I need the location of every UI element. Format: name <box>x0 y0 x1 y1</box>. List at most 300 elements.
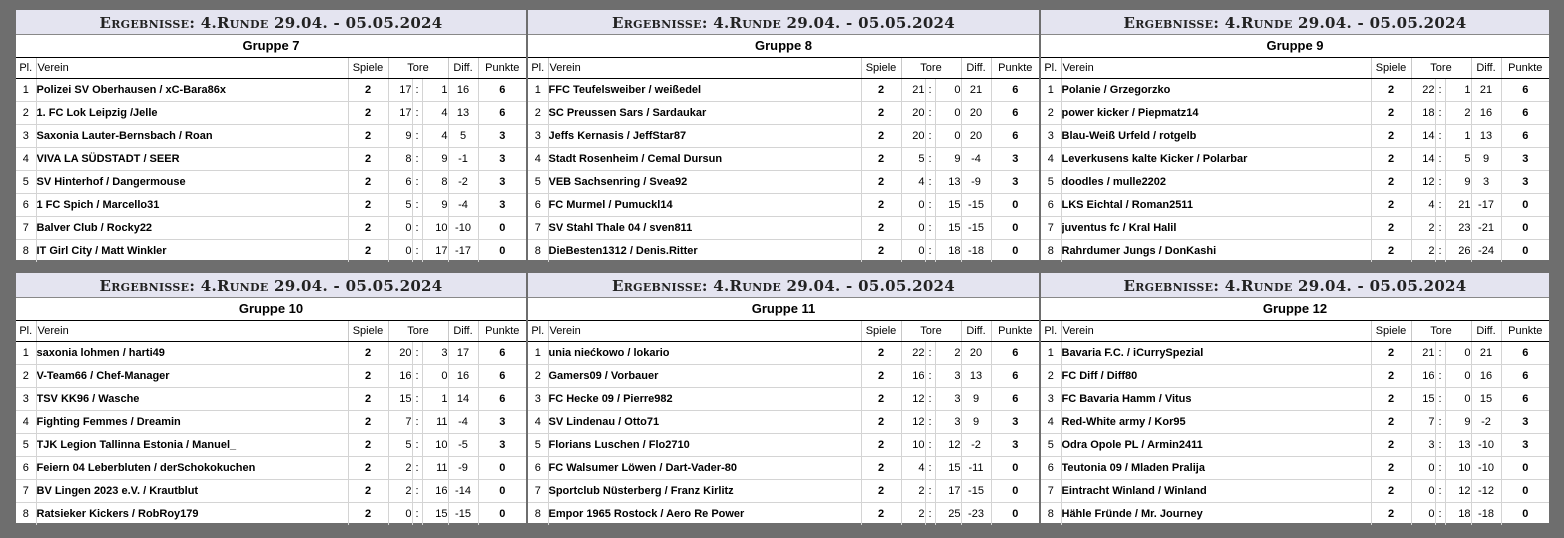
goals-against-cell: 0 <box>1445 342 1471 365</box>
standings-table <box>528 58 1039 262</box>
position-cell: 2 <box>1041 102 1061 125</box>
goal-separator: : <box>925 411 935 434</box>
goal-separator: : <box>1435 148 1445 171</box>
header-row <box>1041 321 1549 342</box>
goal-diff-cell: -15 <box>961 194 991 217</box>
goal-diff-cell: -17 <box>1471 194 1501 217</box>
position-cell: 8 <box>16 503 36 526</box>
goal-diff-cell: -15 <box>448 503 478 526</box>
goal-diff-cell: 3 <box>1471 171 1501 194</box>
points-header: Punkte <box>991 58 1039 79</box>
goals-against-cell: 8 <box>422 171 448 194</box>
goal-separator: : <box>925 102 935 125</box>
position-cell: 5 <box>16 434 36 457</box>
goals-for-cell: 3 <box>1411 434 1435 457</box>
goals-for-cell: 20 <box>901 102 925 125</box>
goals-for-cell: 12 <box>901 388 925 411</box>
round-banner: Ergebnisse: 4.Runde 29.04. - 05.05.2024 <box>16 10 526 35</box>
goal-separator: : <box>412 365 422 388</box>
position-cell: 3 <box>528 388 548 411</box>
goal-separator: : <box>925 434 935 457</box>
standings-table <box>1041 321 1549 525</box>
points-cell: 0 <box>991 217 1039 240</box>
club-cell: Feiern 04 Leberbluten / derSchokokuchen <box>36 457 348 480</box>
goal-diff-cell: -23 <box>961 503 991 526</box>
club-cell: FC Bavaria Hamm / Vitus <box>1061 388 1371 411</box>
club-cell: juventus fc / Kral Halil <box>1061 217 1371 240</box>
position-cell: 6 <box>528 457 548 480</box>
goal-separator: : <box>412 217 422 240</box>
points-cell: 0 <box>499 508 506 520</box>
goal-diff-cell: 21 <box>1471 342 1501 365</box>
goal-separator: : <box>925 79 935 102</box>
goals-for-cell: 15 <box>388 388 412 411</box>
position-cell: 7 <box>16 480 36 503</box>
club-cell: Eintracht Winland / Winland <box>1061 480 1371 503</box>
goals-against-cell: 4 <box>422 102 448 125</box>
games-cell: 2 <box>1371 148 1411 171</box>
goals-for-cell: 0 <box>1411 503 1435 526</box>
group-panel <box>1041 273 1549 523</box>
table-row <box>528 148 1039 171</box>
goals-for-cell: 16 <box>388 365 412 388</box>
position-cell: 7 <box>528 480 548 503</box>
table-row <box>16 125 526 148</box>
club-header: Verein <box>1061 58 1371 79</box>
points-cell: 3 <box>478 194 526 217</box>
diff-header: Diff. <box>1471 58 1501 79</box>
points-cell: 3 <box>1501 434 1549 457</box>
club-cell: Odra Opole PL / Armin2411 <box>1061 434 1371 457</box>
header-row <box>528 58 1039 79</box>
table-row <box>16 79 526 102</box>
points-cell: 3 <box>991 434 1039 457</box>
games-cell: 2 <box>861 457 901 480</box>
goal-diff-cell: -9 <box>448 457 478 480</box>
goals-against-cell: 9 <box>422 194 448 217</box>
goal-separator: : <box>925 171 935 194</box>
club-cell: power kicker / Piepmatz14 <box>1061 102 1371 125</box>
position-cell: 8 <box>1041 503 1061 526</box>
position-cell: 2 <box>528 102 548 125</box>
table-row <box>528 217 1039 240</box>
table-row <box>528 434 1039 457</box>
goals-for-cell: 22 <box>901 342 925 365</box>
table-row <box>16 240 526 263</box>
table-row <box>1041 79 1549 102</box>
table-row <box>1041 194 1549 217</box>
club-cell: Gamers09 / Vorbauer <box>548 365 861 388</box>
games-cell: 2 <box>348 411 388 434</box>
position-cell: 4 <box>1041 148 1061 171</box>
goal-separator: : <box>412 503 422 526</box>
goals-against-cell: 9 <box>422 148 448 171</box>
points-cell: 6 <box>1501 342 1549 365</box>
club-cell: SV Lindenau / Otto71 <box>548 411 861 434</box>
games-cell: 2 <box>348 342 388 365</box>
club-cell: SV Stahl Thale 04 / sven811 <box>548 217 861 240</box>
goals-against-cell: 15 <box>935 217 961 240</box>
games-cell: 2 <box>1371 411 1411 434</box>
goals-for-cell: 17 <box>388 79 412 102</box>
table-row <box>16 148 526 171</box>
club-cell: Fighting Femmes / Dreamin <box>36 411 348 434</box>
club-cell: Hähle Fründe / Mr. Journey <box>1061 503 1371 526</box>
goals-for-cell: 20 <box>388 342 412 365</box>
points-cell: 0 <box>1501 480 1549 503</box>
table-row <box>528 125 1039 148</box>
goals-for-cell: 5 <box>901 148 925 171</box>
position-cell: 6 <box>16 457 36 480</box>
position-cell: 8 <box>528 503 548 526</box>
position-cell: 6 <box>16 194 36 217</box>
points-header: Punkte <box>1501 58 1549 79</box>
points-cell: 3 <box>1501 171 1549 194</box>
goals-for-cell: 14 <box>1411 148 1435 171</box>
goals-for-cell: 10 <box>901 434 925 457</box>
club-cell: unia niećkowo / lokario <box>548 342 861 365</box>
goal-separator: : <box>1435 411 1445 434</box>
goals-against-cell: 2 <box>1445 102 1471 125</box>
points-cell: 0 <box>1501 194 1549 217</box>
games-cell: 2 <box>348 217 388 240</box>
goals-against-cell: 11 <box>422 457 448 480</box>
group-title: Gruppe 8 <box>528 35 1039 58</box>
header-row <box>528 321 1039 342</box>
games-cell: 2 <box>348 365 388 388</box>
position-cell: 4 <box>16 148 36 171</box>
goal-diff-cell: 16 <box>1471 365 1501 388</box>
goals-against-cell: 10 <box>1445 457 1471 480</box>
goals-against-cell: 13 <box>935 171 961 194</box>
goal-separator: : <box>1435 125 1445 148</box>
goals-against-cell: 0 <box>935 125 961 148</box>
goal-diff-cell: -10 <box>448 217 478 240</box>
club-header: Verein <box>548 58 861 79</box>
table-row <box>1041 102 1549 125</box>
table-row <box>16 434 526 457</box>
games-cell: 2 <box>348 125 388 148</box>
table-row <box>16 342 526 365</box>
position-cell: 6 <box>1041 194 1061 217</box>
games-cell: 2 <box>348 457 388 480</box>
round-banner: Ergebnisse: 4.Runde 29.04. - 05.05.2024 <box>528 273 1039 298</box>
goal-diff-cell: -18 <box>961 240 991 263</box>
club-cell: Empor 1965 Rostock / Aero Re Power <box>548 503 861 526</box>
goal-diff-cell: -1 <box>448 148 478 171</box>
points-cell: 6 <box>991 365 1039 388</box>
position-cell: 5 <box>1041 171 1061 194</box>
points-cell: 3 <box>478 434 526 457</box>
goal-separator: : <box>412 125 422 148</box>
points-header: Punkte <box>991 321 1039 342</box>
goal-diff-cell: -14 <box>448 480 478 503</box>
games-cell: 2 <box>1371 434 1411 457</box>
goal-separator: : <box>412 79 422 102</box>
club-cell: VEB Sachsenring / Svea92 <box>548 171 861 194</box>
points-cell: 0 <box>1501 457 1549 480</box>
diff-header: Diff. <box>1471 321 1501 342</box>
points-cell: 3 <box>478 411 526 434</box>
games-cell: 2 <box>348 79 388 102</box>
position-cell: 2 <box>1041 365 1061 388</box>
pos-header: Pl. <box>16 321 36 342</box>
table-row <box>1041 457 1549 480</box>
goals-header: Tore <box>901 58 961 79</box>
header-row <box>16 321 526 342</box>
goal-diff-cell: -4 <box>448 194 478 217</box>
goal-separator: : <box>412 342 422 365</box>
group-panel <box>528 273 1039 523</box>
goal-diff-cell: 9 <box>961 411 991 434</box>
goal-diff-cell: 5 <box>448 125 478 148</box>
games-cell: 2 <box>1371 171 1411 194</box>
goals-against-cell: 17 <box>422 240 448 263</box>
goal-diff-cell: -15 <box>961 480 991 503</box>
games-cell: 2 <box>348 194 388 217</box>
position-cell: 6 <box>528 194 548 217</box>
goals-for-cell: 18 <box>1411 102 1435 125</box>
goals-against-cell: 1 <box>1445 79 1471 102</box>
points-cell: 6 <box>991 342 1039 365</box>
goals-for-cell: 2 <box>901 480 925 503</box>
games-header: Spiele <box>1371 58 1411 79</box>
goals-against-cell: 21 <box>1445 194 1471 217</box>
position-cell: 8 <box>16 240 36 263</box>
games-cell: 2 <box>348 240 388 263</box>
position-cell: 4 <box>528 411 548 434</box>
club-header: Verein <box>548 321 861 342</box>
goals-against-cell: 0 <box>1445 365 1471 388</box>
goals-for-cell: 2 <box>1411 240 1435 263</box>
goals-against-cell: 1 <box>422 388 448 411</box>
games-cell: 2 <box>1371 503 1411 526</box>
points-cell: 0 <box>1012 245 1019 257</box>
points-header: Punkte <box>478 58 526 79</box>
position-cell: 1 <box>528 342 548 365</box>
diff-header: Diff. <box>961 321 991 342</box>
goals-against-cell: 25 <box>935 503 961 526</box>
points-header: Punkte <box>1501 321 1549 342</box>
goals-against-cell: 12 <box>1445 480 1471 503</box>
goal-separator: : <box>412 411 422 434</box>
points-cell: 0 <box>991 457 1039 480</box>
games-cell: 2 <box>861 148 901 171</box>
goal-separator: : <box>1435 194 1445 217</box>
games-header: Spiele <box>861 321 901 342</box>
games-cell: 2 <box>348 102 388 125</box>
table-row <box>1041 217 1549 240</box>
goal-separator: : <box>1435 434 1445 457</box>
games-cell: 2 <box>861 171 901 194</box>
goals-header: Tore <box>388 58 448 79</box>
goal-separator: : <box>412 434 422 457</box>
position-cell: 2 <box>16 102 36 125</box>
goal-separator: : <box>925 365 935 388</box>
table-row <box>528 411 1039 434</box>
position-cell: 4 <box>1041 411 1061 434</box>
club-cell: TJK Legion Tallinna Estonia / Manuel_ <box>36 434 348 457</box>
goal-separator: : <box>925 342 935 365</box>
pos-header: Pl. <box>16 58 36 79</box>
goals-against-cell: 10 <box>422 434 448 457</box>
games-cell: 2 <box>1371 240 1411 263</box>
position-cell: 4 <box>528 148 548 171</box>
goal-separator: : <box>412 480 422 503</box>
goals-against-cell: 12 <box>935 434 961 457</box>
diff-header: Diff. <box>448 58 478 79</box>
goals-for-cell: 16 <box>1411 365 1435 388</box>
table-row <box>528 194 1039 217</box>
club-header: Verein <box>36 58 348 79</box>
games-cell: 2 <box>861 342 901 365</box>
goal-diff-cell: -2 <box>448 171 478 194</box>
goals-against-cell: 3 <box>422 342 448 365</box>
table-row <box>528 365 1039 388</box>
goal-diff-cell: -2 <box>961 434 991 457</box>
goal-diff-cell: 16 <box>1471 102 1501 125</box>
goals-header: Tore <box>901 321 961 342</box>
position-cell: 4 <box>16 411 36 434</box>
goals-against-cell: 26 <box>1445 240 1471 263</box>
goal-separator: : <box>1435 503 1445 526</box>
club-cell: Bavaria F.C. / iCurrySpezial <box>1061 342 1371 365</box>
goals-against-cell: 2 <box>935 342 961 365</box>
position-cell: 5 <box>528 434 548 457</box>
games-cell: 2 <box>348 148 388 171</box>
table-row <box>1041 148 1549 171</box>
table-row <box>16 457 526 480</box>
table-row <box>16 503 526 526</box>
position-cell: 5 <box>1041 434 1061 457</box>
goals-for-cell: 12 <box>901 411 925 434</box>
goal-separator: : <box>412 457 422 480</box>
club-cell: Rahrdumer Jungs / DonKashi <box>1061 240 1371 263</box>
club-cell: Polanie / Grzegorzko <box>1061 79 1371 102</box>
position-cell: 7 <box>1041 217 1061 240</box>
table-row <box>1041 342 1549 365</box>
goals-against-cell: 10 <box>422 217 448 240</box>
position-cell: 3 <box>1041 125 1061 148</box>
position-cell: 7 <box>528 217 548 240</box>
club-header: Verein <box>1061 321 1371 342</box>
position-cell: 1 <box>1041 79 1061 102</box>
table-row <box>1041 480 1549 503</box>
table-row <box>16 102 526 125</box>
points-cell: 6 <box>1501 388 1549 411</box>
club-cell: Florians Luschen / Flo2710 <box>548 434 861 457</box>
pos-header: Pl. <box>1041 58 1061 79</box>
goal-diff-cell: -21 <box>1471 217 1501 240</box>
goal-diff-cell: -9 <box>961 171 991 194</box>
games-cell: 2 <box>1371 342 1411 365</box>
group-panel <box>16 273 526 523</box>
points-cell: 6 <box>478 79 526 102</box>
goal-separator: : <box>1435 171 1445 194</box>
goals-against-cell: 1 <box>422 79 448 102</box>
goals-for-cell: 6 <box>388 171 412 194</box>
table-row <box>528 503 1039 526</box>
table-row <box>1041 434 1549 457</box>
games-cell: 2 <box>348 480 388 503</box>
points-cell: 6 <box>478 388 526 411</box>
games-cell: 2 <box>861 102 901 125</box>
games-cell: 2 <box>1371 125 1411 148</box>
goal-separator: : <box>412 171 422 194</box>
goal-diff-cell: -12 <box>1471 480 1501 503</box>
points-cell: 6 <box>991 388 1039 411</box>
games-header: Spiele <box>348 321 388 342</box>
club-cell: Blau-Weiß Urfeld / rotgelb <box>1061 125 1371 148</box>
goals-for-cell: 21 <box>1411 342 1435 365</box>
goals-for-cell: 0 <box>1411 480 1435 503</box>
games-cell: 2 <box>861 411 901 434</box>
club-cell: FFC Teufelsweiber / weißedel <box>548 79 861 102</box>
goal-diff-cell: 9 <box>1471 148 1501 171</box>
goals-against-cell: 23 <box>1445 217 1471 240</box>
points-cell: 0 <box>991 194 1039 217</box>
club-cell: Stadt Rosenheim / Cemal Dursun <box>548 148 861 171</box>
position-cell: 7 <box>16 217 36 240</box>
position-cell: 8 <box>528 240 548 263</box>
goals-against-cell: 9 <box>1445 411 1471 434</box>
goal-diff-cell: -15 <box>961 217 991 240</box>
games-cell: 2 <box>1371 388 1411 411</box>
table-row <box>16 217 526 240</box>
goal-diff-cell: 13 <box>961 365 991 388</box>
club-cell: IT Girl City / Matt Winkler <box>36 240 348 263</box>
goals-against-cell: 4 <box>422 125 448 148</box>
games-cell: 2 <box>1371 365 1411 388</box>
group-panel <box>16 10 526 260</box>
goals-for-cell: 12 <box>1411 171 1435 194</box>
games-cell: 2 <box>348 388 388 411</box>
table-row <box>1041 388 1549 411</box>
games-cell: 2 <box>861 365 901 388</box>
goals-header: Tore <box>388 321 448 342</box>
goal-diff-cell: 21 <box>961 79 991 102</box>
table-row <box>528 388 1039 411</box>
goals-against-cell: 13 <box>1445 434 1471 457</box>
goals-against-cell: 3 <box>935 411 961 434</box>
goals-for-cell: 21 <box>901 79 925 102</box>
club-cell: Sportclub Nüsterberg / Franz Kirlitz <box>548 480 861 503</box>
goal-separator: : <box>412 240 422 263</box>
points-cell: 6 <box>991 79 1039 102</box>
goal-diff-cell: 20 <box>961 102 991 125</box>
position-cell: 1 <box>16 79 36 102</box>
games-cell: 2 <box>1371 79 1411 102</box>
goal-separator: : <box>1435 217 1445 240</box>
table-row <box>16 480 526 503</box>
goal-diff-cell: 20 <box>961 125 991 148</box>
goals-for-cell: 20 <box>901 125 925 148</box>
points-cell: 3 <box>478 171 526 194</box>
games-cell: 2 <box>861 434 901 457</box>
goal-diff-cell: -10 <box>1471 434 1501 457</box>
table-row <box>16 171 526 194</box>
group-panel <box>528 10 1039 260</box>
goal-separator: : <box>412 102 422 125</box>
goals-for-cell: 0 <box>901 217 925 240</box>
points-cell: 0 <box>478 480 526 503</box>
goal-separator: : <box>925 125 935 148</box>
club-cell: VIVA LA SÜDSTADT / SEER <box>36 148 348 171</box>
goals-for-cell: 0 <box>388 503 412 526</box>
points-cell: 6 <box>478 365 526 388</box>
goal-diff-cell: -5 <box>448 434 478 457</box>
games-cell: 2 <box>861 240 901 263</box>
